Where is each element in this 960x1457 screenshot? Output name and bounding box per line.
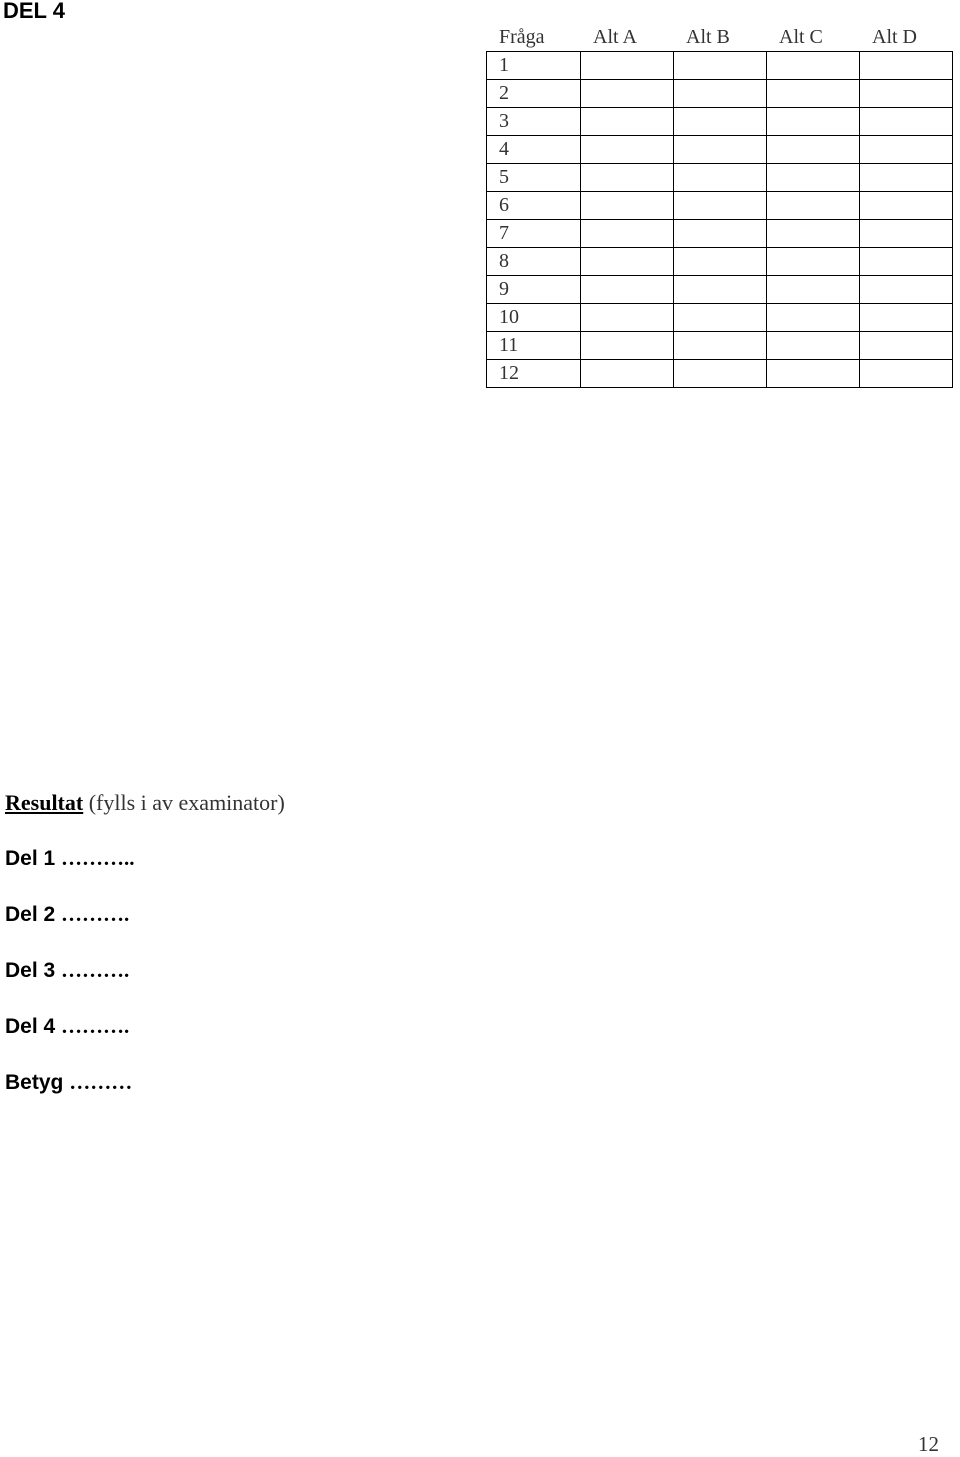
answer-cell-alt-c[interactable]	[767, 80, 860, 108]
table-row	[487, 192, 953, 220]
answer-cell-alt-a[interactable]	[581, 192, 674, 220]
answer-cell-alt-b[interactable]	[674, 304, 767, 332]
answer-cell-alt-c[interactable]	[767, 52, 860, 80]
answer-cell-alt-d[interactable]	[860, 192, 953, 220]
question-number: 3	[487, 108, 581, 136]
score-line	[5, 1070, 132, 1095]
answer-cell-alt-b[interactable]	[674, 164, 767, 192]
answer-cell-alt-d[interactable]	[860, 136, 953, 164]
score-label: Betyg	[5, 1071, 64, 1094]
question-number: 1	[487, 52, 581, 80]
answer-cell-alt-d[interactable]	[860, 248, 953, 276]
answer-cell-alt-d[interactable]	[860, 332, 953, 360]
table-row	[487, 220, 953, 248]
answer-cell-alt-b[interactable]	[674, 108, 767, 136]
answer-cell-alt-a[interactable]	[581, 80, 674, 108]
question-number: 10	[487, 304, 581, 332]
score-line	[5, 958, 129, 983]
score-label: Del 1	[5, 847, 56, 870]
answer-cell-alt-b[interactable]	[674, 332, 767, 360]
question-number: 6	[487, 192, 581, 220]
score-label: Del 3	[5, 959, 56, 982]
answer-cell-alt-d[interactable]	[860, 220, 953, 248]
score-fill-dots[interactable]: ……….	[61, 1014, 130, 1038]
answer-cell-alt-a[interactable]	[581, 136, 674, 164]
table-row	[487, 360, 953, 388]
column-header-question: Fråga	[487, 24, 581, 52]
table-row	[487, 80, 953, 108]
column-header-alt-b: Alt B	[674, 24, 767, 52]
result-label: Resultat	[5, 790, 84, 815]
answer-cell-alt-b[interactable]	[674, 220, 767, 248]
table-row	[487, 304, 953, 332]
answer-cell-alt-a[interactable]	[581, 108, 674, 136]
table-row	[487, 332, 953, 360]
answer-cell-alt-b[interactable]	[674, 136, 767, 164]
answer-cell-alt-a[interactable]	[581, 248, 674, 276]
question-number: 2	[487, 80, 581, 108]
answer-cell-alt-a[interactable]	[581, 220, 674, 248]
table-row	[487, 108, 953, 136]
answer-cell-alt-d[interactable]	[860, 80, 953, 108]
score-label: Del 4	[5, 1015, 56, 1038]
score-line	[5, 1014, 129, 1039]
answer-cell-alt-b[interactable]	[674, 192, 767, 220]
score-fill-dots[interactable]: ……….	[61, 902, 130, 926]
score-fill-dots[interactable]: ………	[69, 1070, 133, 1094]
answer-cell-alt-c[interactable]	[767, 164, 860, 192]
score-fill-dots[interactable]: ……….	[61, 958, 130, 982]
answer-cell-alt-d[interactable]	[860, 108, 953, 136]
answer-cell-alt-a[interactable]	[581, 332, 674, 360]
page-heading: DEL 4	[3, 0, 65, 23]
answer-cell-alt-b[interactable]	[674, 360, 767, 388]
table-row	[487, 276, 953, 304]
score-line	[5, 846, 135, 871]
answer-cell-alt-a[interactable]	[581, 164, 674, 192]
answer-grid-header-row	[487, 24, 953, 52]
answer-grid	[486, 23, 953, 388]
answer-cell-alt-b[interactable]	[674, 276, 767, 304]
column-header-alt-d: Alt D	[860, 24, 953, 52]
answer-cell-alt-c[interactable]	[767, 276, 860, 304]
answer-cell-alt-c[interactable]	[767, 108, 860, 136]
table-row	[487, 136, 953, 164]
answer-cell-alt-d[interactable]	[860, 360, 953, 388]
result-heading	[5, 790, 285, 816]
answer-cell-alt-d[interactable]	[860, 52, 953, 80]
result-note: (fylls i av examinator)	[88, 790, 285, 815]
answer-cell-alt-c[interactable]	[767, 220, 860, 248]
answer-grid-body	[487, 52, 953, 388]
column-header-alt-a: Alt A	[581, 24, 674, 52]
question-number: 8	[487, 248, 581, 276]
question-number: 12	[487, 360, 581, 388]
question-number: 11	[487, 332, 581, 360]
answer-cell-alt-c[interactable]	[767, 332, 860, 360]
question-number: 7	[487, 220, 581, 248]
answer-cell-alt-c[interactable]	[767, 248, 860, 276]
table-row	[487, 52, 953, 80]
answer-cell-alt-c[interactable]	[767, 192, 860, 220]
answer-cell-alt-b[interactable]	[674, 248, 767, 276]
answer-cell-alt-c[interactable]	[767, 304, 860, 332]
score-fill-dots[interactable]: ………..	[61, 846, 135, 870]
page-number: 12	[918, 1432, 939, 1456]
answer-cell-alt-a[interactable]	[581, 360, 674, 388]
table-row	[487, 248, 953, 276]
question-number: 4	[487, 136, 581, 164]
score-label: Del 2	[5, 903, 56, 926]
answer-cell-alt-a[interactable]	[581, 276, 674, 304]
question-number: 5	[487, 164, 581, 192]
table-row	[487, 164, 953, 192]
answer-cell-alt-d[interactable]	[860, 304, 953, 332]
answer-cell-alt-c[interactable]	[767, 136, 860, 164]
answer-cell-alt-c[interactable]	[767, 360, 860, 388]
answer-cell-alt-b[interactable]	[674, 80, 767, 108]
answer-cell-alt-b[interactable]	[674, 52, 767, 80]
answer-cell-alt-d[interactable]	[860, 276, 953, 304]
answer-cell-alt-a[interactable]	[581, 304, 674, 332]
question-number: 9	[487, 276, 581, 304]
answer-cell-alt-d[interactable]	[860, 164, 953, 192]
score-line	[5, 902, 129, 927]
answer-cell-alt-a[interactable]	[581, 52, 674, 80]
column-header-alt-c: Alt C	[767, 24, 860, 52]
